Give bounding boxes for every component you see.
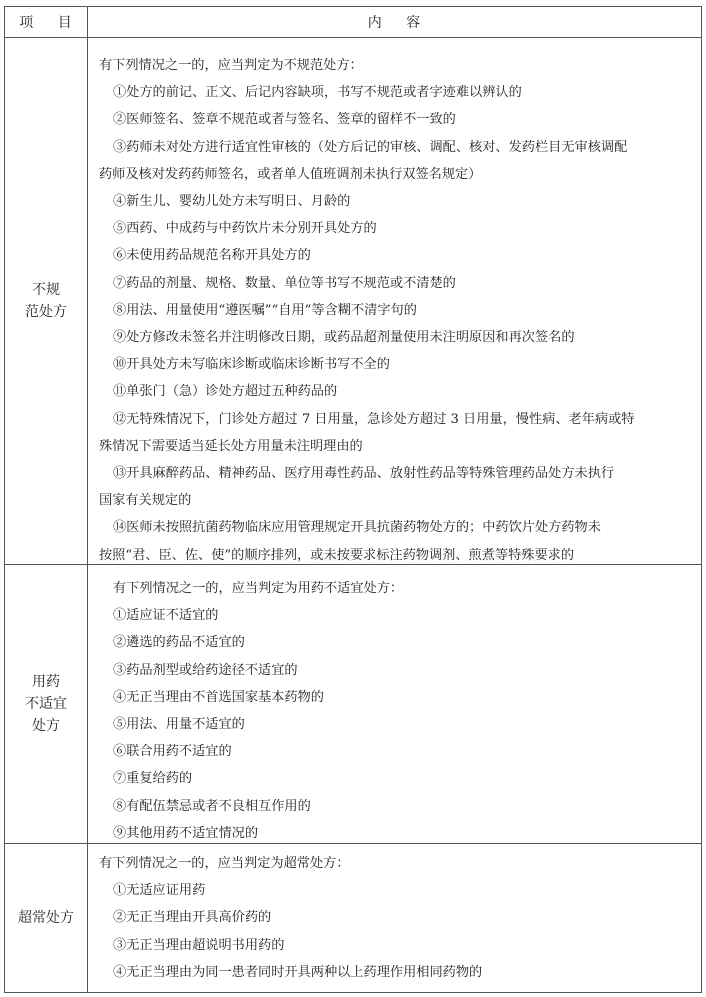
header-item: 项 目 [5,7,88,38]
criteria-line: ④无正当理由不首选国家基本药物的 [113,689,324,705]
criteria-line: ⑧用法、用量使用“遵医嘱”“自用”等含糊不清字句的 [113,302,417,318]
criteria-line: 有下列情况之一的，应当判定为用药不适宜处方： [113,581,404,596]
category-label: 处方 [32,718,60,734]
category-cell [5,565,88,844]
criteria-line: ④新生儿、婴幼儿处方未写明日、月龄的 [113,194,351,210]
content-cell [88,38,702,565]
criteria-line: ⑩开具处方未写临床诊断或临床诊断书写不全的 [113,357,390,373]
content-cell [88,844,702,993]
category-label: 超常处方 [18,910,74,926]
criteria-line: 药师及核对发药药师签名，或者单人值班调剂未执行双签名规定） [99,166,482,182]
criteria-line: ⑫无特殊情况下，门诊处方超过 7 日用量，急诊处方超过 3 日用量，慢性病、老年病或特 [113,411,635,427]
criteria-line: ①处方的前记、正文、后记内容缺项，书写不规范或者字迹难以辨认的 [113,85,522,101]
criteria-line: ⑧有配伍禁忌或者不良相互作用的 [113,798,311,814]
section-intro: 有下列情况之一的，应当判定为超常处方： [99,856,350,871]
category-label: 范处方 [25,304,67,320]
criteria-line: ⑥联合用药不适宜的 [113,744,232,760]
criteria-line: ③无正当理由超说明书用药的 [113,937,285,953]
table-header-row [5,7,702,38]
criteria-line: ⑥未使用药品规范名称开具处方的 [113,248,311,264]
criteria-line: ⑦重复给药的 [113,771,193,787]
criteria-line: ②无正当理由开具高价药的 [113,910,272,926]
prescription-criteria-table [4,6,702,993]
criteria-line: ⑦药品的剂量、规格、数量、单位等书写不规范或不清楚的 [113,275,456,291]
criteria-line: ③药师未对处方进行适宜性审核的（处方后记的审核、调配、核对、发药栏目无审核调配 [113,139,628,155]
criteria-line: 国家有关规定的 [99,493,192,509]
category-label: 用药 [32,674,60,690]
criteria-line: ⑪单张门（急）诊处方超过五种药品的 [113,384,338,400]
criteria-line: 按照“君、臣、佐、使”的顺序排列，或未按要求标注药物调剂、煎煮等特殊要求的 [99,547,575,563]
section-intro: 有下列情况之一的，应当判定为不规范处方： [99,58,363,73]
category-cell [5,844,88,993]
category-cell [5,38,88,565]
criteria-line: ③药品剂型或给药途径不适宜的 [113,662,298,678]
criteria-line: ⑤用法、用量不适宜的 [113,717,245,733]
category-label: 不规 [32,282,60,298]
criteria-line: ①适应证不适宜的 [113,608,219,624]
criteria-line: ⑨处方修改未签名并注明修改日期，或药品超剂量使用未注明原因和再次签名的 [113,330,575,346]
criteria-line: ⑭医师未按照抗菌药物临床应用管理规定开具抗菌药物处方的；中药饮片处方药物未 [113,520,601,536]
criteria-line: ①无适应证用药 [113,883,206,899]
criteria-line: ⑨其他用药不适宜情况的 [113,825,259,841]
criteria-line: ⑤西药、中成药与中药饮片未分别开具处方的 [113,221,377,237]
criteria-line: ②遴选的药品不适宜的 [113,635,245,651]
content-cell [88,565,702,844]
table-row [5,565,702,844]
criteria-line: ②医师签名、签章不规范或者与签名、签章的留样不一致的 [113,112,456,128]
criteria-line: 殊情况下需要适当延长处方用量未注明理由的 [99,438,363,454]
category-label: 不适宜 [25,696,67,712]
table-row [5,38,702,565]
criteria-line: ⑬开具麻醉药品、精神药品、医疗用毒性药品、放射性药品等特殊管理药品处方未执行 [113,466,615,482]
table-row [5,844,702,993]
header-content: 内 容 [88,7,702,38]
criteria-line: ④无正当理由为同一患者同时开具两种以上药理作用相同药物的 [113,964,483,980]
